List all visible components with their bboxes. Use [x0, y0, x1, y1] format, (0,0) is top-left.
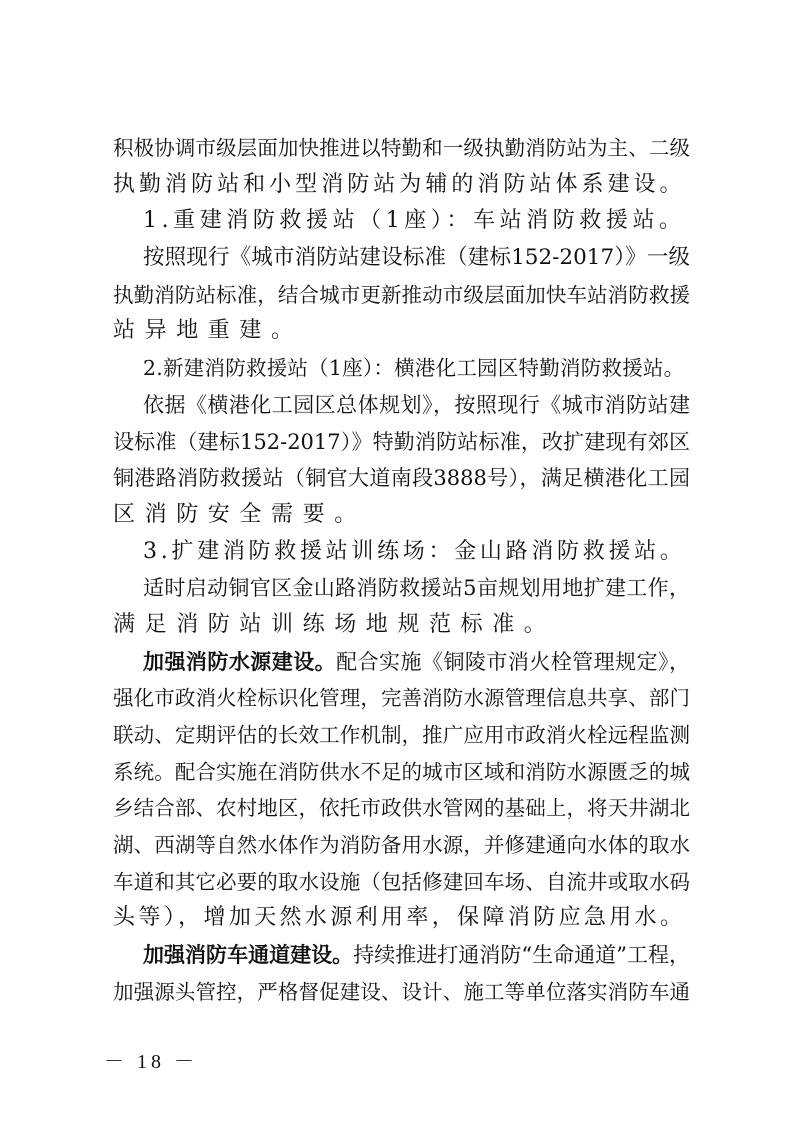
- line-text: 区消防安全需要。: [113, 501, 366, 527]
- paragraph: [113, 937, 690, 1010]
- paragraph: [113, 534, 690, 571]
- paragraph: [113, 570, 690, 643]
- text-line: [113, 203, 690, 240]
- text-line: [113, 497, 690, 534]
- line-text: 头等），增加天然水源利用率，保障消防应急用水。: [113, 905, 686, 931]
- text-line: [113, 167, 690, 204]
- line-text: 配合实施《铜陵市消火栓管理规定》，: [336, 649, 690, 674]
- text-line: [113, 350, 690, 387]
- text-line: [113, 424, 690, 461]
- text-line: [113, 460, 690, 497]
- line-text: 湖、西湖等自然水体作为消防备用水源，并修建通向水体的取水: [113, 833, 690, 858]
- line-text: 1.重建消防救援站（1座）：车站消防救援站。: [143, 208, 686, 234]
- line-text: 持续推进打通消防“生命通道”工程，: [353, 943, 690, 968]
- text-line: [113, 754, 690, 791]
- line-text: 加强源头管控，严格督促建设、设计、施工等单位落实消防车通: [113, 979, 690, 1004]
- line-text: 乡结合部、农村地区，依托市政供水管网的基础上，将天井湖北: [113, 796, 690, 821]
- line-text: 3.扩建消防救援站训练场：金山路消防救援站。: [143, 538, 686, 564]
- text-line: [113, 570, 690, 607]
- text-line: [113, 644, 690, 681]
- line-text: 强化市政消火栓标识化管理，完善消防水源管理信息共享、部门: [113, 686, 690, 711]
- paragraph: [113, 203, 690, 240]
- text-line: [113, 240, 690, 277]
- line-text: 2.新建消防救援站（1座）：横港化工园区特勤消防救援站。: [143, 356, 685, 381]
- line-text: 积极协调市级层面加快推进以特勤和一级执勤消防站为主、二级: [113, 136, 690, 160]
- line-text: 站异地重建。: [113, 318, 303, 344]
- text-line: [113, 313, 690, 350]
- text-line: [113, 130, 690, 167]
- line-text: 满足消防站训练场地规范标准。: [113, 611, 556, 637]
- page-number: － 18 －: [104, 1051, 198, 1073]
- text-line: [113, 900, 690, 937]
- text-line: [113, 680, 690, 717]
- line-text: 依据《横港化工园区总体规划》，按照现行《城市消防站建: [143, 392, 690, 417]
- document-body: [113, 130, 690, 1011]
- line-text: 按照现行《城市消防站建设标准（建标152-2017）》一级: [143, 245, 690, 271]
- text-line: [113, 534, 690, 571]
- text-line: [113, 937, 690, 974]
- line-text: 联动、定期评估的长效工作机制，推广应用市政消火栓远程监测: [113, 723, 690, 747]
- paragraph: [113, 644, 690, 938]
- line-text: 车道和其它必要的取水设施（包括修建回车场、自流井或取水码: [113, 869, 690, 894]
- line-text: 适时启动铜官区金山路消防救援站5亩规划用地扩建工作，: [143, 576, 690, 601]
- paragraph: [113, 350, 690, 387]
- text-line: [113, 790, 690, 827]
- paragraph: [113, 387, 690, 534]
- text-line: [113, 827, 690, 864]
- bold-heading: 加强消防水源建设。: [143, 648, 337, 674]
- line-text: 执勤消防站和小型消防站为辅的消防站体系建设。: [113, 171, 686, 197]
- text-line: [113, 277, 690, 314]
- text-line: [113, 387, 690, 424]
- line-text: 执勤消防站标准，结合城市更新推动市级层面加快车站消防救援: [113, 282, 690, 307]
- line-text: 设标准（建标152-2017）》特勤消防站标准，改扩建现有郊区: [113, 429, 690, 454]
- text-line: [113, 974, 690, 1011]
- line-text: 系统。配合实施在消防供水不足的城市区域和消防水源匮乏的城: [113, 759, 690, 784]
- paragraph: [113, 130, 690, 203]
- paragraph: [113, 240, 690, 350]
- bold-heading: 加强消防车通道建设。: [143, 942, 354, 968]
- text-line: [113, 607, 690, 644]
- text-line: [113, 717, 690, 754]
- text-line: [113, 864, 690, 901]
- line-text: 铜港路消防救援站（铜官大道南段3888号），满足横港化工园: [113, 466, 690, 491]
